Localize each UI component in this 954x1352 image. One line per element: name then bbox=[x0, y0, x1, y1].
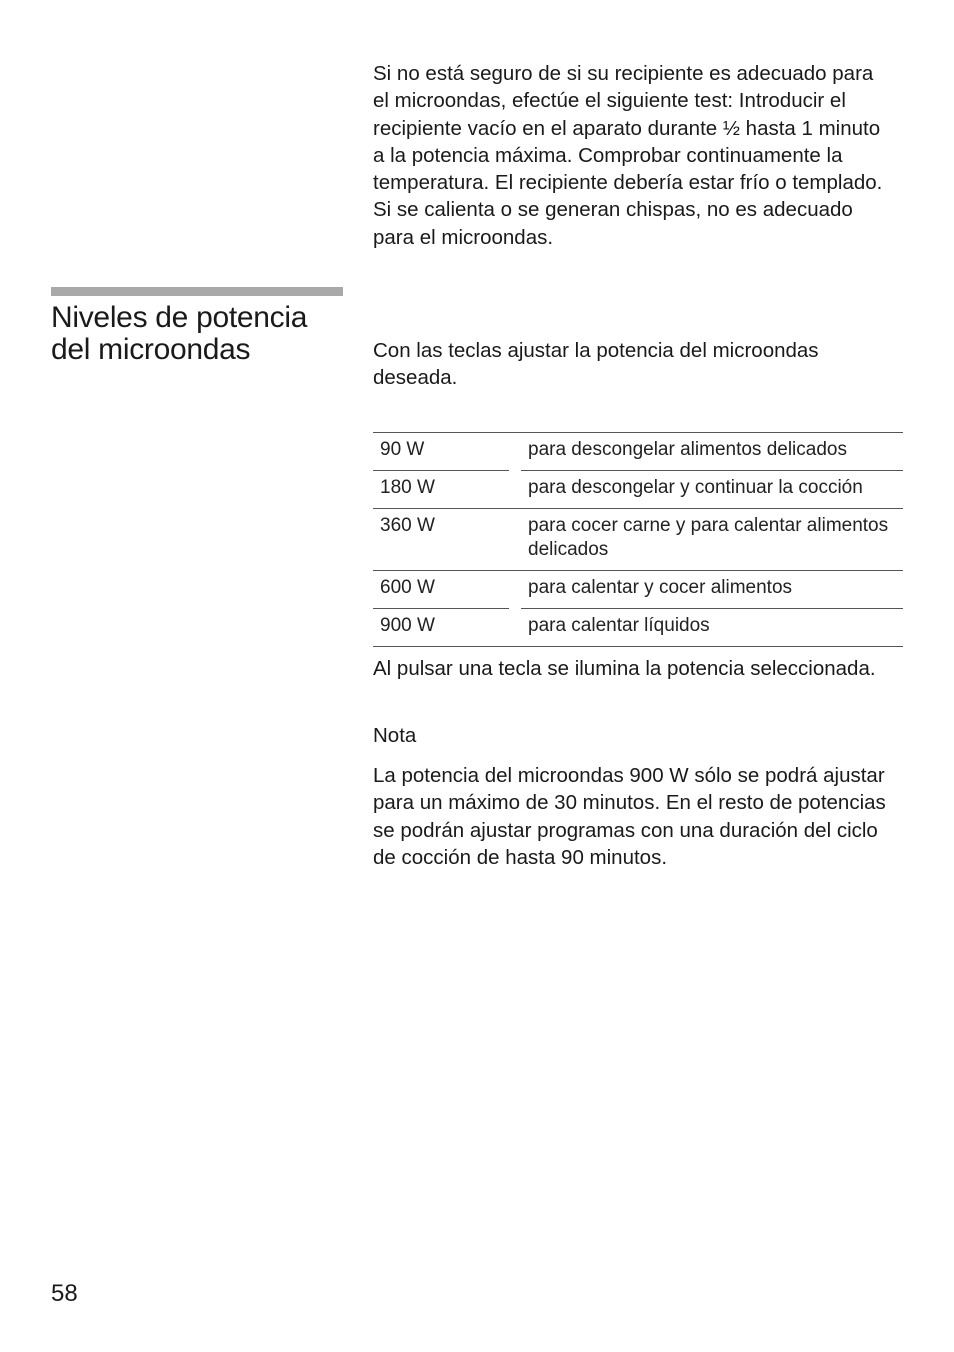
power-value: 900 W bbox=[373, 609, 509, 647]
power-description: para cocer carne y para calentar alimentos delicados bbox=[521, 509, 903, 571]
power-levels-table bbox=[373, 432, 903, 647]
power-description: para calentar líquidos bbox=[521, 609, 903, 647]
table-row bbox=[373, 471, 903, 509]
section-title: Niveles de potencia del microondas bbox=[51, 301, 308, 366]
after-table-paragraph: Al pulsar una tecla se ilumina la potencia seleccionada. bbox=[373, 657, 876, 680]
table-row bbox=[373, 509, 903, 571]
section-lead-paragraph: Con las teclas ajustar la potencia del microondas deseada. bbox=[373, 339, 819, 390]
power-value: 360 W bbox=[373, 509, 509, 571]
power-description: para descongelar y continuar la cocción bbox=[521, 471, 903, 509]
note-heading: Nota bbox=[373, 724, 417, 747]
table-row bbox=[373, 571, 903, 609]
section-divider bbox=[51, 287, 343, 296]
power-value: 90 W bbox=[373, 433, 509, 471]
power-value: 180 W bbox=[373, 471, 509, 509]
intro-paragraph: Si no está seguro de si su recipiente es adecuado para el microondas, efectúe el siguiente test: Introducir el recipiente vacío en el aparato durante ½ hasta 1 minuto a la potencia máxima. Comprobar continuamente la temperatura. El recipiente debería estar frío o templado. Si se calienta o se generan chispas, no es adecuado para el microondas. bbox=[373, 62, 883, 249]
page-number: 58 bbox=[51, 1280, 78, 1307]
power-description: para descongelar alimentos delicados bbox=[521, 433, 903, 471]
power-description: para calentar y cocer alimentos bbox=[521, 571, 903, 609]
table-row bbox=[373, 609, 903, 647]
note-paragraph: La potencia del microondas 900 W sólo se podrá ajustar para un máximo de 30 minutos. En el resto de potencias se podrán ajustar programas con una duración del ciclo de cocción de hasta 90 minutos. bbox=[373, 764, 886, 869]
power-value: 600 W bbox=[373, 571, 509, 609]
table-row bbox=[373, 433, 903, 471]
